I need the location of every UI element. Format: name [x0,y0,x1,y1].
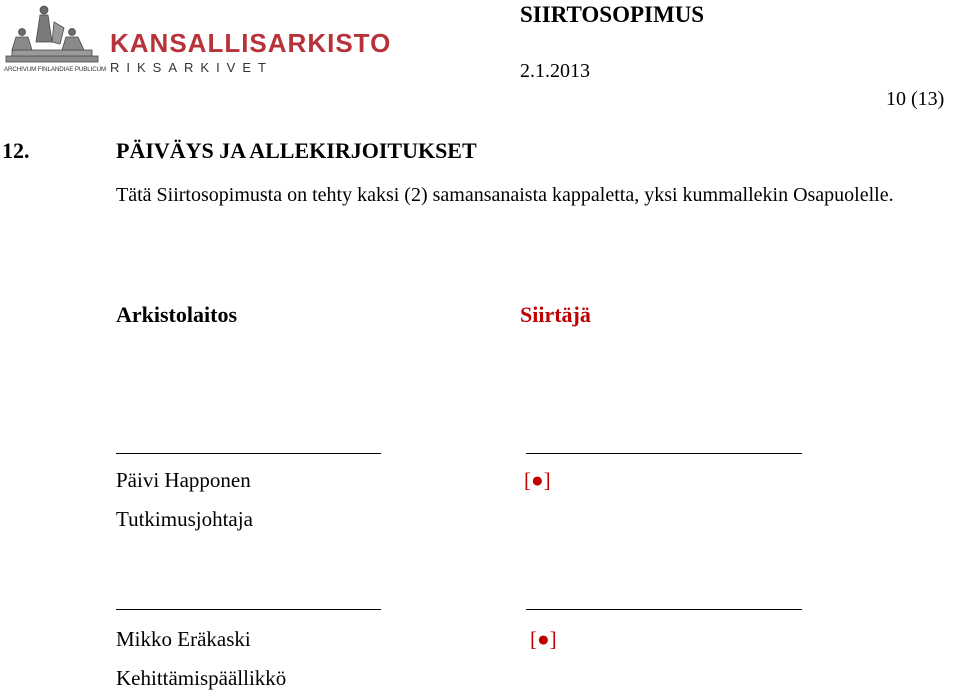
party-left-label: Arkistolaitos [116,302,237,327]
section-heading [2,138,477,164]
document-title: SIIRTOSOPIMUS [520,2,705,27]
signature-line [116,609,381,610]
signature-line [526,609,802,610]
logo-name: KANSALLISARKISTO [110,28,392,58]
section-title: PÄIVÄYS JA ALLEKIRJOITUKSET [116,138,477,163]
signatory-title: Kehittämispäällikkö [116,666,287,690]
logo-motto: ARCHIVUM FINLANDIAE PUBLICUM [4,66,107,73]
counterpart-placeholder: [●] [530,627,557,651]
document-date: 2.1.2013 [520,60,590,82]
section-body: Tätä Siirtosopimusta on tehty kaksi (2) samansanaista kappaletta, yksi kummallekin Osapuolelle. [116,184,894,206]
section-number: 12. [2,138,30,163]
signatory-name: Päivi Happonen [116,468,251,492]
signature-line [116,453,381,454]
party-right-label: Siirtäjä [520,302,591,327]
signature-line [526,453,802,454]
kansallisarkisto-logo [2,2,392,75]
signatory-title: Tutkimusjohtaja [116,507,253,531]
logo-subname: RIKSARKIVET [110,60,273,75]
monument-emblem-icon [6,6,98,62]
counterpart-placeholder: [●] [524,468,551,492]
signatory-name: Mikko Eräkaski [116,627,251,651]
page-number: 10 (13) [886,88,945,110]
